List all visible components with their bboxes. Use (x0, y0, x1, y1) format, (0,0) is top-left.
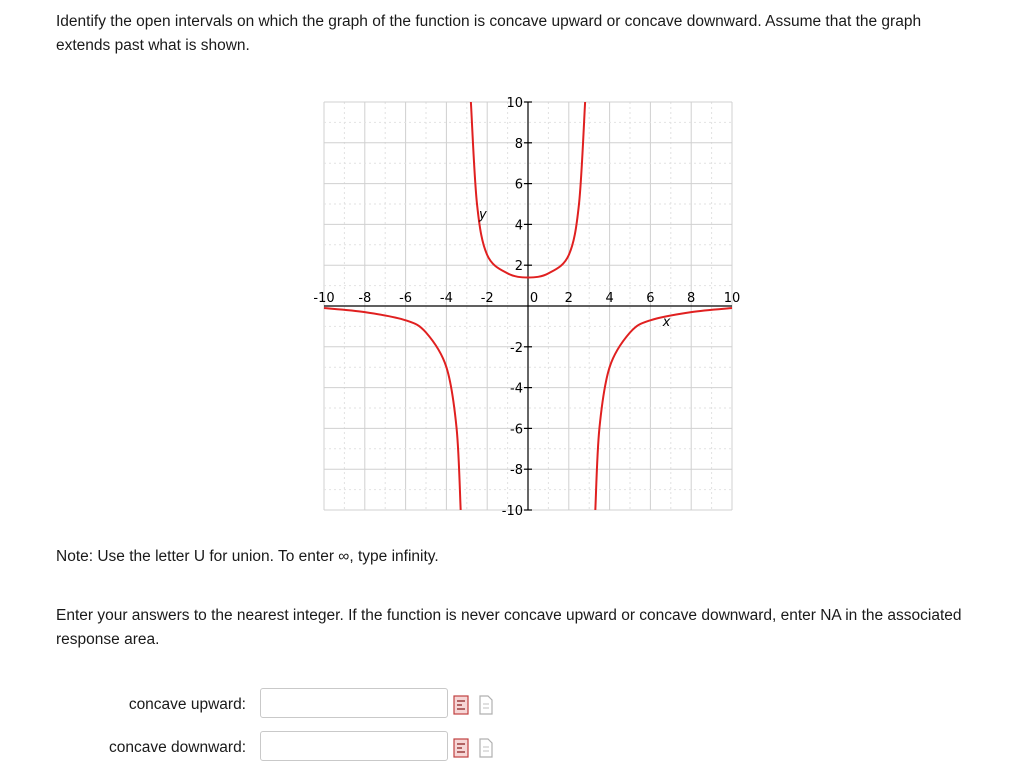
x-tick-label: 2 (564, 291, 573, 306)
x-tick-label: 0 (529, 291, 539, 306)
equation-editor-icon[interactable] (453, 738, 469, 758)
x-tick-label: 8 (687, 291, 696, 306)
x-tick-label: 4 (605, 291, 614, 306)
y-tick-label: 2 (514, 259, 523, 275)
y-tick-label: -10 (501, 504, 523, 519)
y-tick-label: 6 (514, 177, 523, 193)
x-tick-label: -10 (313, 291, 335, 306)
concave-downward-label: concave downward: (109, 739, 246, 756)
x-tick-label: -2 (480, 291, 494, 306)
question-text: Identify the open intervals on which the graph of the function is concave upward or concave downward. Assume that the graph extends past what is shown. (56, 13, 922, 54)
graph-tick-labels (313, 96, 740, 519)
concave-upward-input[interactable] (260, 688, 448, 718)
x-tick-label: 10 (723, 291, 741, 306)
concave-upward-row (0, 688, 1024, 722)
help-document-icon[interactable] (478, 695, 494, 715)
y-tick-label: -2 (510, 340, 523, 356)
y-tick-label: -6 (510, 422, 523, 438)
y-tick-label: 4 (514, 218, 523, 234)
y-tick-label: 8 (514, 136, 523, 152)
y-tick-label: -4 (510, 381, 523, 397)
function-graph (306, 70, 756, 519)
x-tick-label: -8 (358, 291, 372, 306)
x-tick-label: 6 (646, 291, 655, 306)
concave-downward-row (0, 731, 1024, 765)
x-axis-label: x (662, 315, 671, 330)
x-tick-label: -6 (399, 291, 413, 306)
y-tick-label: -8 (510, 463, 523, 479)
concave-downward-input[interactable] (260, 731, 448, 761)
x-tick-label: -4 (439, 291, 453, 306)
help-document-icon[interactable] (478, 738, 494, 758)
y-axis-label: y (479, 207, 487, 223)
equation-editor-icon[interactable] (453, 695, 469, 715)
instructions-text: Enter your answers to the nearest integer. If the function is never concave upward or concave downward, enter NA in the associated response area. (56, 607, 962, 648)
note-text: Note: Use the letter U for union. To enter ∞, type infinity. (56, 548, 439, 565)
y-tick-label: 10 (506, 96, 523, 111)
concave-upward-label: concave upward: (128, 696, 246, 713)
